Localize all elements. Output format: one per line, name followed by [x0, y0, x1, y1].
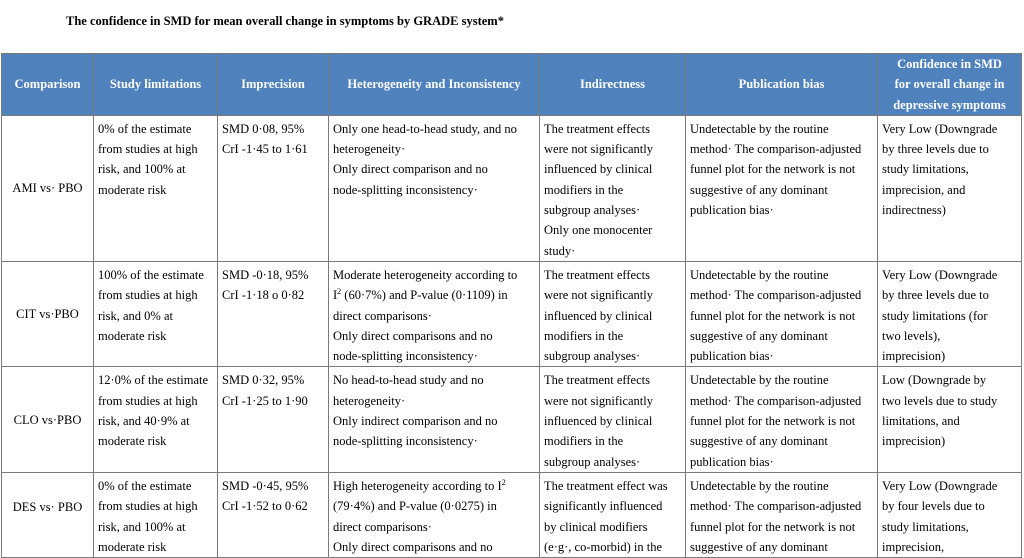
cell-line: No head-to-head study and no	[333, 373, 484, 388]
table-title: The confidence in SMD for mean overall change in symptoms by GRADE system*	[66, 14, 504, 28]
cell-line: risk, and 0% at	[98, 308, 173, 323]
comparison-cell: CIT vs·PBO	[2, 261, 94, 366]
cell-line: imprecision, and	[882, 182, 966, 197]
cell-line: funnel plot for the network is not	[690, 519, 856, 534]
imprecision-cell	[218, 367, 329, 472]
cell-line: SMD -0·45, 95%	[222, 478, 309, 493]
i-squared-letter: I	[333, 288, 338, 303]
cell-line: suggestive of any dominant	[690, 328, 828, 343]
cell-line: risk, and 40·9% at	[98, 414, 190, 429]
study-limitations-cell	[94, 115, 218, 261]
indirectness-cell	[540, 472, 686, 557]
confidence-cell	[878, 115, 1022, 261]
cell-line: two levels),	[882, 328, 941, 343]
study-limitations-cell	[94, 472, 218, 557]
cell-line: significantly influenced	[544, 499, 663, 514]
cell-line: by clinical modifiers	[544, 519, 648, 534]
cell-line: node-splitting inconsistency·	[333, 182, 478, 197]
cell-line: Only direct comparisons and no	[333, 539, 493, 554]
imprecision-cell	[218, 261, 329, 366]
heterogeneity-cell	[329, 261, 540, 366]
superscript: 2	[337, 287, 342, 297]
confidence-cell	[878, 261, 1022, 366]
cell-line: heterogeneity·	[333, 393, 406, 408]
publication-bias-cell	[686, 367, 878, 472]
header-confidence-line: for overall change in	[894, 77, 1005, 92]
cell-line: from studies at high	[98, 499, 198, 514]
cell-line: by four levels due to	[882, 499, 985, 514]
cell-line: heterogeneity·	[333, 142, 406, 157]
cell-line: The treatment effects	[544, 373, 650, 388]
study-limitations-cell	[94, 261, 218, 366]
cell-line: The treatment effect was	[544, 478, 668, 493]
cell-line: modifiers in the	[544, 182, 624, 197]
cell-text: High heterogeneity according to I	[333, 478, 502, 493]
header-confidence-line: Confidence in SMD	[897, 57, 1002, 71]
cell-line: modifiers in the	[544, 434, 624, 449]
cell-line: 0% of the estimate	[98, 478, 192, 493]
publication-bias-cell	[686, 115, 878, 261]
confidence-cell	[878, 367, 1022, 472]
cell-line: node-splitting inconsistency·	[333, 434, 478, 449]
cell-line: limitations, and	[882, 414, 960, 429]
cell-line: 100% of the estimate	[98, 267, 204, 282]
cell-line: 12·0% of the estimate	[98, 373, 209, 388]
cell-line: Undetectable by the routine	[690, 478, 829, 493]
cell-line: Undetectable by the routine	[690, 267, 829, 282]
table-row	[2, 261, 1022, 366]
cell-line: direct comparisons·	[333, 519, 432, 534]
cell-line: subgroup analyses·	[544, 203, 641, 218]
cell-line: were not significantly	[544, 288, 653, 303]
cell-line: method· The comparison-adjusted	[690, 393, 862, 408]
cell-line: by three levels due to	[882, 288, 989, 303]
cell-line: subgroup analyses·	[544, 454, 641, 469]
cell-line: The treatment effects	[544, 121, 650, 136]
superscript: 2	[501, 477, 506, 487]
indirectness-cell	[540, 367, 686, 472]
cell-line: direct comparisons·	[333, 308, 432, 323]
cell-line: by three levels due to	[882, 142, 989, 157]
cell-line: were not significantly	[544, 142, 653, 157]
indirectness-cell	[540, 115, 686, 261]
cell-line: influenced by clinical	[544, 308, 653, 323]
cell-line: risk, and 100% at	[98, 162, 186, 177]
cell-line: SMD 0·32, 95%	[222, 373, 305, 388]
cell-line: imprecision)	[882, 349, 946, 364]
imprecision-cell	[218, 472, 329, 557]
cell-line: study limitations,	[882, 162, 969, 177]
cell-line: moderate risk	[98, 434, 167, 449]
cell-line: moderate risk	[98, 328, 167, 343]
cell-line: Only direct comparisons and no	[333, 328, 493, 343]
cell-line: moderate risk	[98, 539, 167, 554]
header-study-limitations: Study limitations	[94, 54, 218, 116]
cell-line: Undetectable by the routine	[690, 373, 829, 388]
cell-line: Very Low (Downgrade	[882, 121, 998, 136]
cell-line: CrI -1·45 to 1·61	[222, 142, 308, 157]
cell-line	[333, 285, 535, 305]
cell-line: method· The comparison-adjusted	[690, 142, 862, 157]
cell-line: study·	[544, 243, 576, 258]
publication-bias-cell	[686, 261, 878, 366]
cell-line: node-splitting inconsistency·	[333, 349, 478, 364]
cell-line: Only direct comparison and no	[333, 162, 488, 177]
cell-line: funnel plot for the network is not	[690, 308, 856, 323]
cell-line: publication bias·	[690, 203, 774, 218]
cell-line: were not significantly	[544, 393, 653, 408]
header-publication-bias: Publication bias	[686, 54, 878, 116]
cell-line: suggestive of any dominant	[690, 539, 828, 554]
cell-line: modifiers in the	[544, 328, 624, 343]
cell-line: (79·4%) and P-value (0·0275) in	[333, 499, 497, 514]
header-imprecision: Imprecision	[218, 54, 329, 116]
cell-line: influenced by clinical	[544, 414, 653, 429]
indirectness-cell	[540, 261, 686, 366]
cell-line: CrI -1·18 o 0·82	[222, 288, 305, 303]
cell-line: influenced by clinical	[544, 162, 653, 177]
table-row	[2, 367, 1022, 472]
cell-line: publication bias·	[690, 349, 774, 364]
header-heterogeneity: Heterogeneity and Inconsistency	[329, 54, 540, 116]
grade-table	[1, 53, 1022, 558]
heterogeneity-cell	[329, 115, 540, 261]
comparison-cell: CLO vs·PBO	[2, 367, 94, 472]
cell-line: Only indirect comparison and no	[333, 414, 498, 429]
table-row	[2, 115, 1022, 261]
cell-line: publication bias·	[690, 454, 774, 469]
cell-line: Very Low (Downgrade	[882, 267, 998, 282]
cell-line: study limitations,	[882, 519, 969, 534]
cell-line: Undetectable by the routine	[690, 121, 829, 136]
publication-bias-cell	[686, 472, 878, 557]
heterogeneity-cell	[329, 367, 540, 472]
cell-line: SMD -0·18, 95%	[222, 267, 309, 282]
comparison-cell: AMI vs· PBO	[2, 115, 94, 261]
cell-line: suggestive of any dominant	[690, 182, 828, 197]
cell-line: Low (Downgrade by	[882, 373, 987, 388]
cell-line: funnel plot for the network is not	[690, 414, 856, 429]
cell-line: two levels due to study	[882, 393, 998, 408]
cell-line: The treatment effects	[544, 267, 650, 282]
cell-text: (60·7%) and P-value (0·1109) in	[341, 288, 508, 303]
cell-line: Only one monocenter	[544, 223, 653, 238]
header-comparison: Comparison	[2, 54, 94, 116]
cell-line: from studies at high	[98, 393, 198, 408]
cell-line: CrI -1·52 to 0·62	[222, 499, 308, 514]
header-row	[2, 54, 1022, 116]
imprecision-cell	[218, 115, 329, 261]
cell-line: indirectness)	[882, 203, 946, 218]
cell-line: method· The comparison-adjusted	[690, 288, 862, 303]
cell-line: Only one head-to-head study, and no	[333, 121, 517, 136]
heterogeneity-cell	[329, 472, 540, 557]
cell-line: 0% of the estimate	[98, 121, 192, 136]
header-confidence-line: depressive symptoms	[893, 97, 1006, 112]
cell-line: imprecision)	[882, 434, 946, 449]
study-limitations-cell	[94, 367, 218, 472]
header-confidence	[878, 54, 1022, 116]
table-row	[2, 472, 1022, 557]
comparison-cell: DES vs· PBO	[2, 472, 94, 557]
cell-line: CrI -1·25 to 1·90	[222, 393, 308, 408]
cell-line: risk, and 100% at	[98, 519, 186, 534]
cell-line: method· The comparison-adjusted	[690, 499, 862, 514]
cell-line: subgroup analyses·	[544, 349, 641, 364]
cell-line: SMD 0·08, 95%	[222, 121, 305, 136]
cell-line: (e·g·, co-morbid) in the	[544, 539, 663, 554]
cell-line: funnel plot for the network is not	[690, 162, 856, 177]
cell-line: study limitations (for	[882, 308, 988, 323]
cell-line: from studies at high	[98, 142, 198, 157]
cell-line: from studies at high	[98, 288, 198, 303]
cell-line: Moderate heterogeneity according to	[333, 267, 518, 282]
cell-line: moderate risk	[98, 182, 167, 197]
confidence-cell	[878, 472, 1022, 557]
cell-line: imprecision,	[882, 539, 945, 554]
cell-line: Very Low (Downgrade	[882, 478, 998, 493]
cell-line	[333, 476, 535, 496]
cell-line: suggestive of any dominant	[690, 434, 828, 449]
header-indirectness: Indirectness	[540, 54, 686, 116]
